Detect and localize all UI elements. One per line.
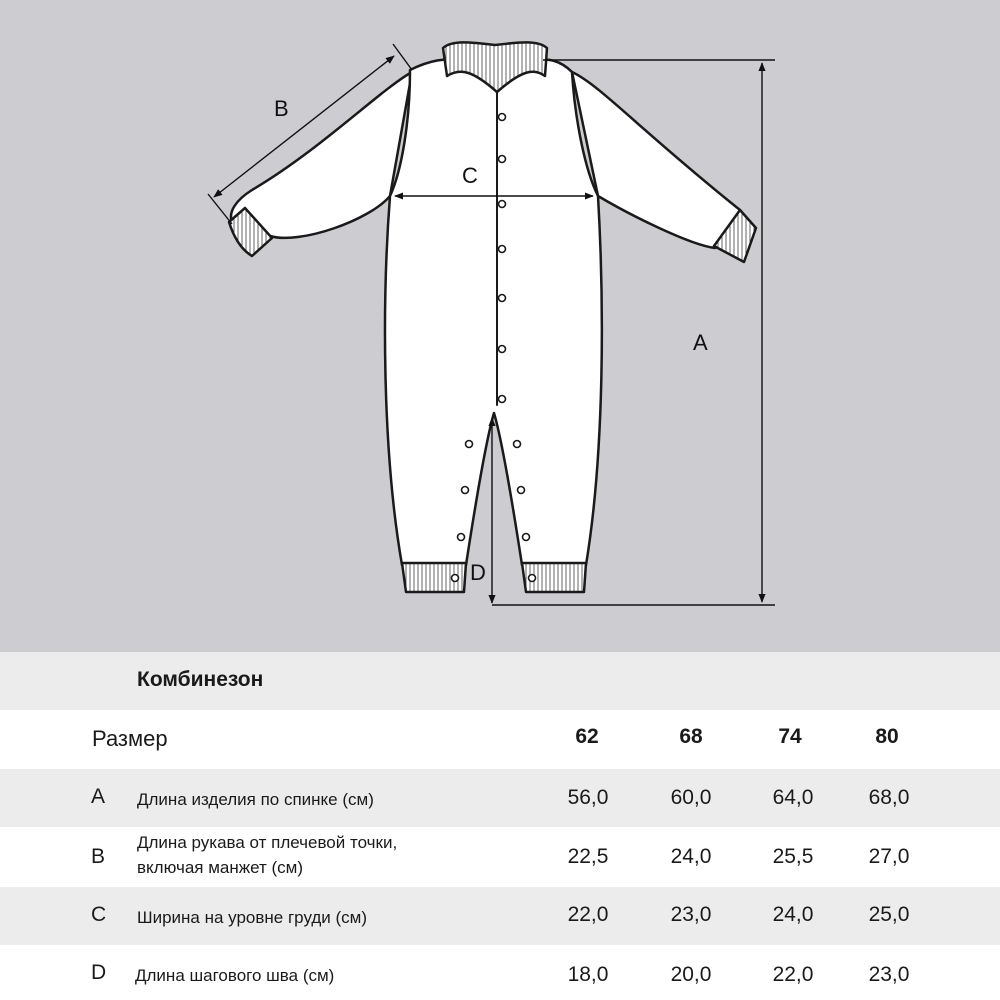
row-letter: B: [91, 845, 106, 868]
row-letter: A: [91, 785, 106, 808]
dimension-label-b: B: [274, 96, 289, 121]
table-row: [0, 887, 1000, 945]
size-header-cell: 80: [875, 725, 899, 748]
table-cell: 56,0: [567, 786, 609, 809]
table-cell: 27,0: [868, 845, 910, 868]
table-cell: 24,0: [670, 845, 712, 868]
table-cell: 23,0: [868, 963, 910, 986]
table-row: [0, 945, 1000, 1000]
row-description-line-1: Длина рукава от плечевой точки,: [137, 833, 398, 852]
row-letter: D: [91, 961, 107, 984]
table-row: [0, 769, 1000, 827]
table-cell: 68,0: [868, 786, 910, 809]
dimension-label-d: D: [470, 560, 486, 585]
table-cell: 18,0: [567, 963, 609, 986]
table-cell: 23,0: [670, 903, 712, 926]
row-description-line-2: включая манжет (см): [137, 858, 304, 877]
table-title-row: [0, 652, 1000, 710]
table-row: [0, 827, 1000, 887]
left-sleeve: [231, 72, 412, 238]
row-letter: C: [91, 903, 107, 926]
table-cell: 25,0: [868, 903, 910, 926]
table-header-row: [0, 710, 1000, 769]
dimension-label-c: C: [462, 163, 478, 188]
table-cell: 60,0: [670, 786, 712, 809]
dimension-label-a: A: [693, 330, 708, 355]
table-cell: 20,0: [670, 963, 712, 986]
table-cell: 22,0: [772, 963, 814, 986]
row-description: Длина изделия по спинке (см): [137, 790, 374, 809]
table-title: Комбинезон: [137, 668, 264, 691]
table-cell: 24,0: [772, 903, 814, 926]
size-header-cell: 62: [575, 725, 599, 748]
row-description: Ширина на уровне груди (см): [137, 908, 368, 927]
table-cell: 64,0: [772, 786, 814, 809]
size-header-cell: 68: [679, 725, 703, 748]
size-header-cell: 74: [778, 725, 802, 748]
size-table: [0, 652, 1000, 1000]
table-cell: 22,0: [567, 903, 609, 926]
table-cell: 25,5: [772, 845, 814, 868]
table-cell: 22,5: [567, 845, 609, 868]
body: [385, 59, 602, 565]
row-description: Длина шагового шва (см): [135, 966, 335, 985]
size-label: Размер: [92, 726, 168, 751]
